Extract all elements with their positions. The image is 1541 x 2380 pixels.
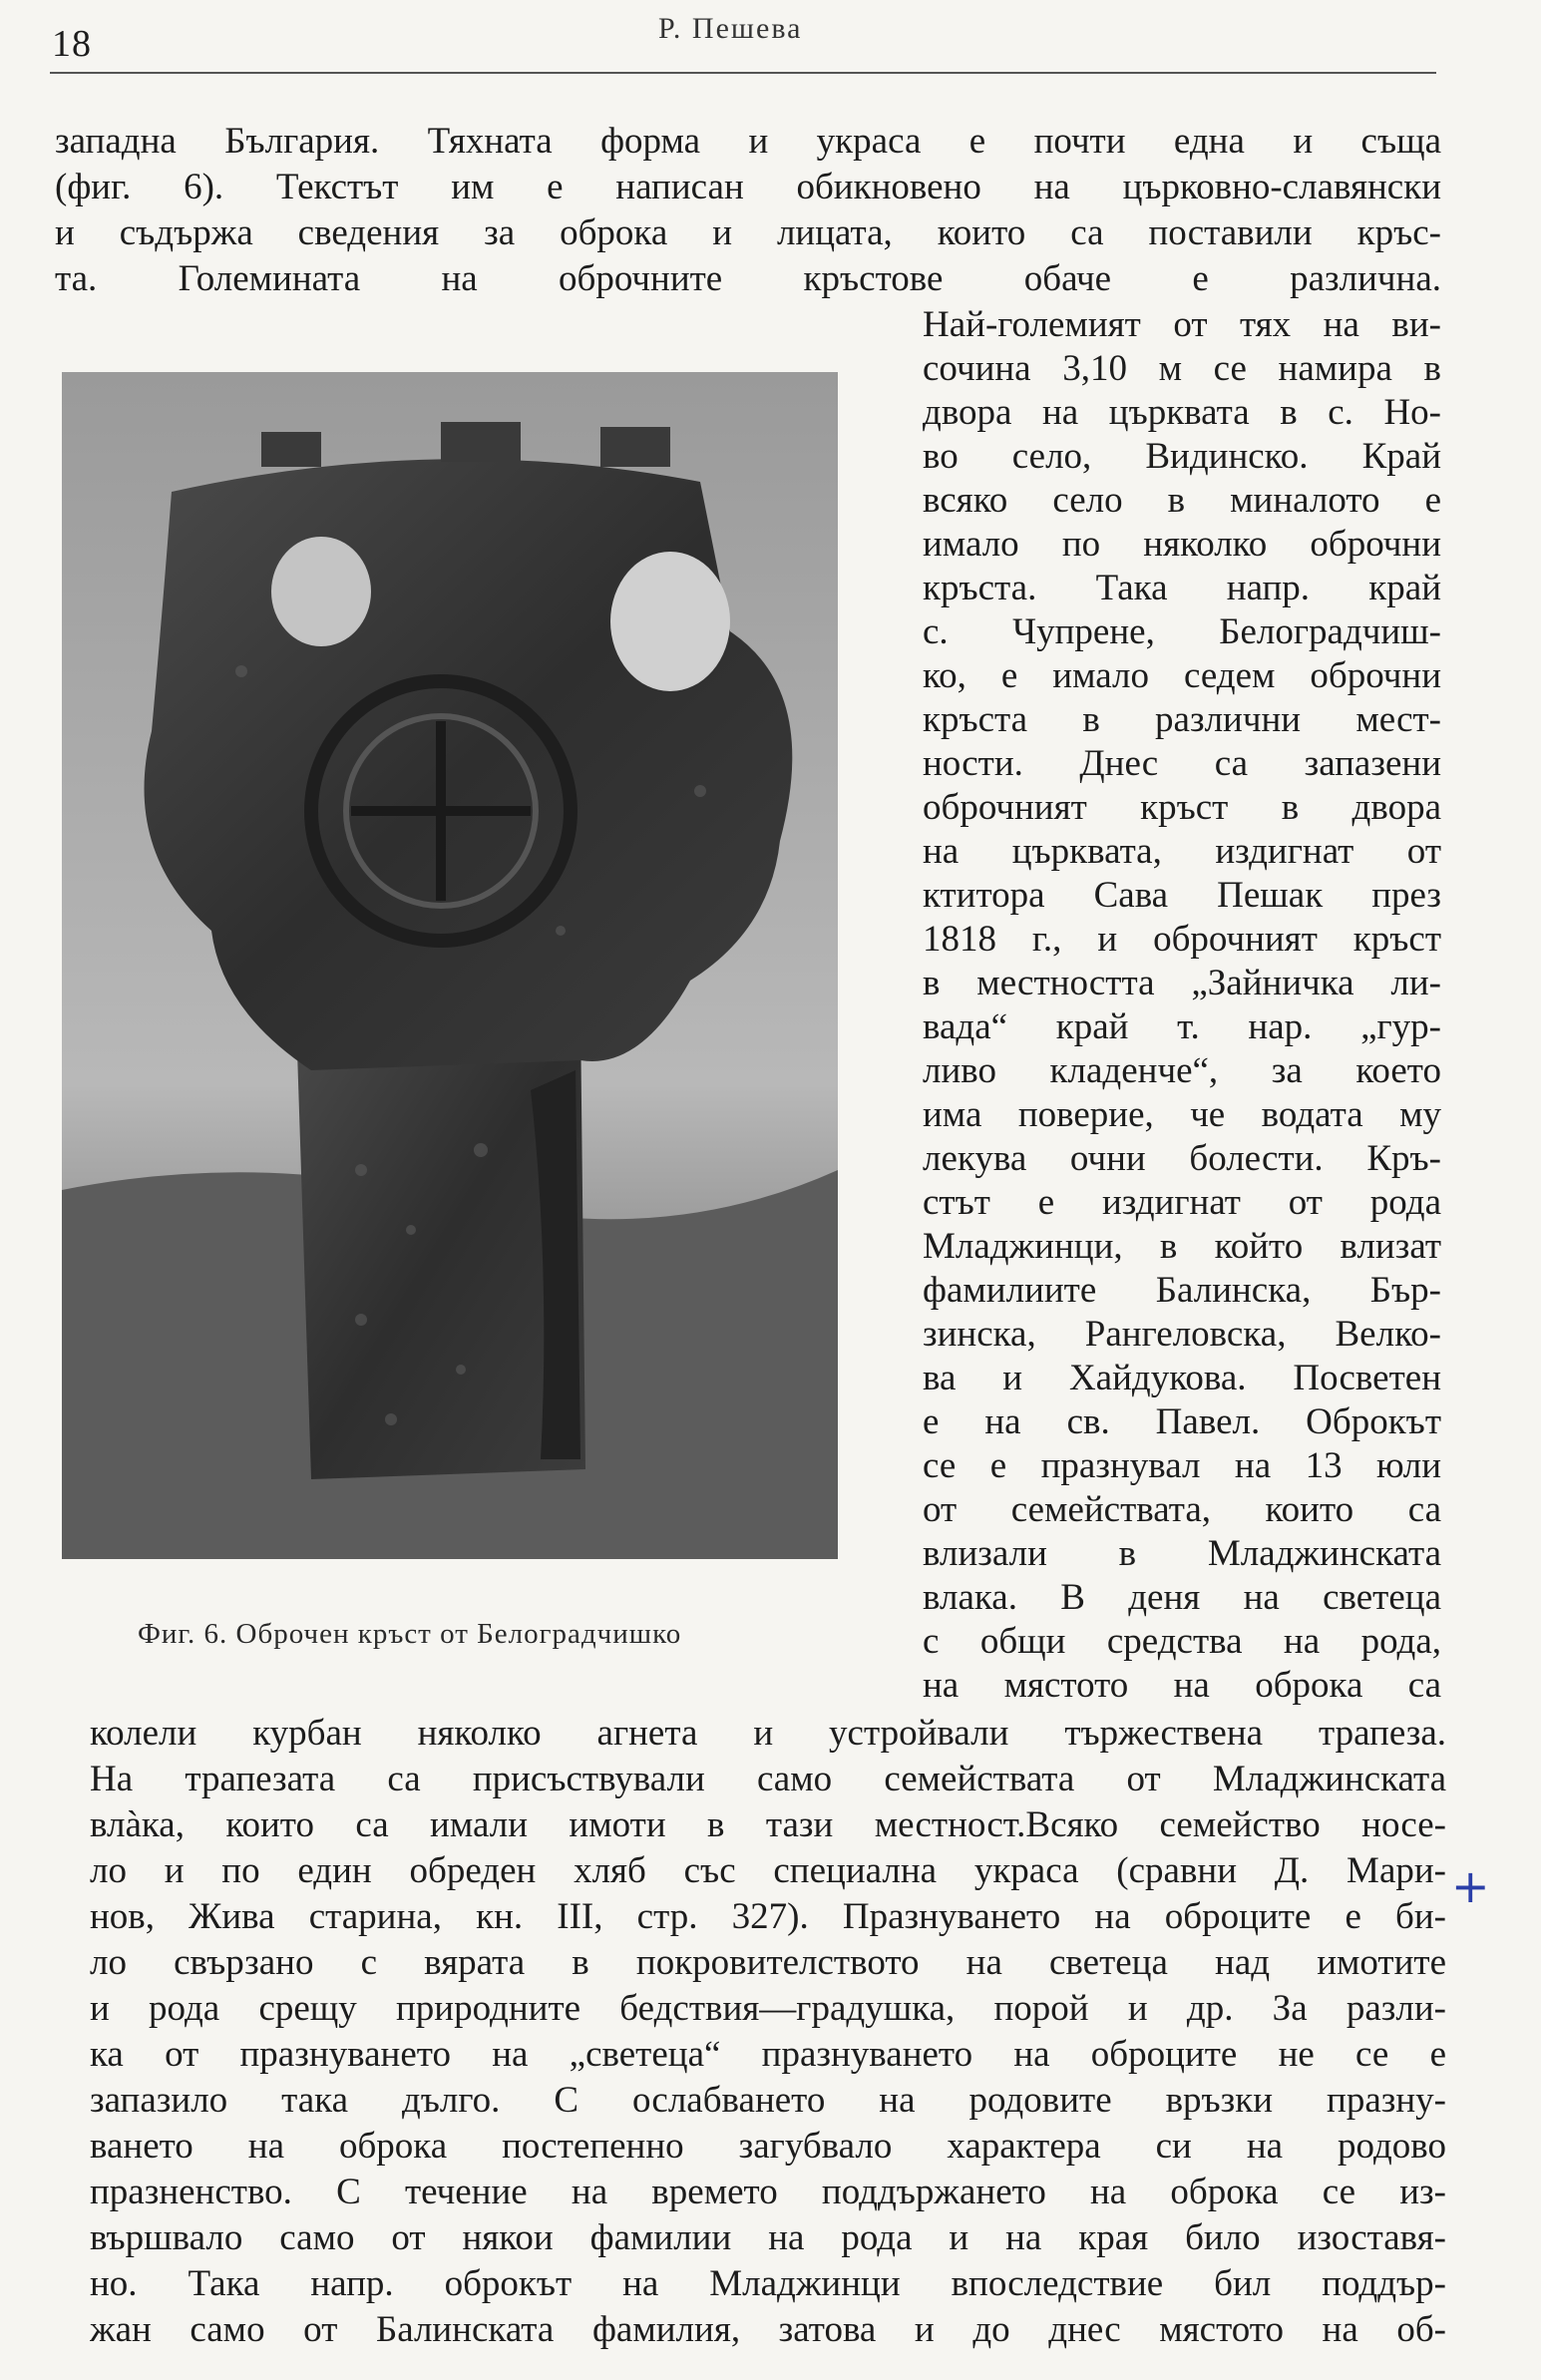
text-line: стът е издигнат от рода bbox=[923, 1182, 1441, 1223]
text-line: Младжинци, в който влизат bbox=[923, 1226, 1441, 1267]
text-line: колели курбан няколко агнета и устройвали тържествена трапеза. bbox=[90, 1713, 1446, 1754]
text-line: с общи средства на рода, bbox=[923, 1621, 1441, 1662]
text-line: от семействата, които са bbox=[923, 1489, 1441, 1530]
text-line: влака. В деня на светеца bbox=[923, 1577, 1441, 1618]
text-line: с. Чупрене, Белоградчиш- bbox=[923, 611, 1441, 652]
page-number: 18 bbox=[52, 23, 92, 65]
text-line: празненство. С течение на времето поддържането на оброка се из- bbox=[90, 2172, 1446, 2212]
text-line: нов, Жива старина, кн. III, стр. 327). Празнуването на оброците е би- bbox=[90, 1896, 1446, 1937]
text-line: в местността „Зайничка ли- bbox=[923, 963, 1441, 1003]
text-line: вършвало само от някои фамилии на рода и на края било изоставя- bbox=[90, 2217, 1446, 2258]
text-line: ливо кладенче“, за което bbox=[923, 1050, 1441, 1091]
text-line: сочина 3,10 м се намира в bbox=[923, 348, 1441, 389]
running-header-author: Р. Пешева bbox=[658, 12, 803, 45]
text-line: ктитора Сава Пешак през bbox=[923, 875, 1441, 916]
text-line: всяко село в миналото е bbox=[923, 480, 1441, 521]
text-line: лекува очни болести. Кръ- bbox=[923, 1138, 1441, 1179]
text-line: ва и Хайдукова. Посветен bbox=[923, 1358, 1441, 1398]
text-line: во село, Видинско. Край bbox=[923, 436, 1441, 477]
text-line: ка от празнуването на „светеца“ празнуването на оброците не се е bbox=[90, 2034, 1446, 2075]
text-line: ности. Днес са запазени bbox=[923, 743, 1441, 784]
text-line: и рода срещу природните бедствия—градушка, порой и др. За разли- bbox=[90, 1988, 1446, 2029]
figure-photo-votive-cross bbox=[62, 372, 838, 1559]
text-line: вада“ край т. нар. „гур- bbox=[923, 1006, 1441, 1047]
text-line: та. Големината на оброчните кръстове обаче е различна. bbox=[55, 258, 1441, 299]
text-line: е на св. Павел. Оброкът bbox=[923, 1401, 1441, 1442]
text-line: но. Така напр. оброкът на Младжинци впоследствие бил поддър- bbox=[90, 2263, 1446, 2304]
text-line: оброчният кръст в двора bbox=[923, 787, 1441, 828]
text-line: ло и по един обреден хляб със специална украса (сравни Д. Мари- bbox=[90, 1850, 1446, 1891]
text-line: 1818 г., и оброчният кръст bbox=[923, 919, 1441, 960]
figure-caption: Фиг. 6. Оброчен кръст от Белоградчишко bbox=[138, 1618, 682, 1650]
text-line: ко, е имало седем оброчни bbox=[923, 655, 1441, 696]
text-line: на църквата, издигнат от bbox=[923, 831, 1441, 872]
text-line: кръста. Така напр. край bbox=[923, 568, 1441, 608]
text-line: Най-големият от тях на ви- bbox=[923, 304, 1441, 345]
text-line: запазило така дълго. С ослабването на родовите връзки празну- bbox=[90, 2080, 1446, 2121]
text-line: зинска, Рангеловска, Велко- bbox=[923, 1314, 1441, 1355]
text-line: има поверие, че водата му bbox=[923, 1094, 1441, 1135]
text-line: имало по няколко оброчни bbox=[923, 524, 1441, 565]
text-line: (фиг. 6). Текстът им е написан обикновено на църковно-славянски bbox=[55, 167, 1441, 207]
text-line: и съдържа сведения за оброка и лицата, които са поставили кръс- bbox=[55, 212, 1441, 253]
text-line: ването на оброка постепенно загубвало характера си на родово bbox=[90, 2126, 1446, 2167]
handwritten-margin-mark: + bbox=[1451, 1859, 1490, 1913]
text-line: западна България. Тяхната форма и украса е почти една и съща bbox=[55, 121, 1441, 162]
header-rule bbox=[50, 72, 1436, 74]
text-line: влàка, които са имали имоти в тази местност.Всяко семейство носе- bbox=[90, 1804, 1446, 1845]
text-line: двора на църквата в с. Но- bbox=[923, 392, 1441, 433]
text-line: жан само от Балинската фамилия, затова и до днес мястото на об- bbox=[90, 2309, 1446, 2350]
text-line: На трапезата са присъствували само семействата от Младжинската bbox=[90, 1759, 1446, 1799]
text-line: на мястото на оброка са bbox=[923, 1665, 1441, 1706]
votive-cross-photo bbox=[62, 372, 838, 1559]
text-line: ло свързано с вярата в покровителството на светеца над имотите bbox=[90, 1942, 1446, 1983]
text-line: се е празнувал на 13 юли bbox=[923, 1445, 1441, 1486]
text-line: кръста в различни мест- bbox=[923, 699, 1441, 740]
text-line: фамилиите Балинска, Бър- bbox=[923, 1270, 1441, 1311]
text-line: влизали в Младжинската bbox=[923, 1533, 1441, 1574]
